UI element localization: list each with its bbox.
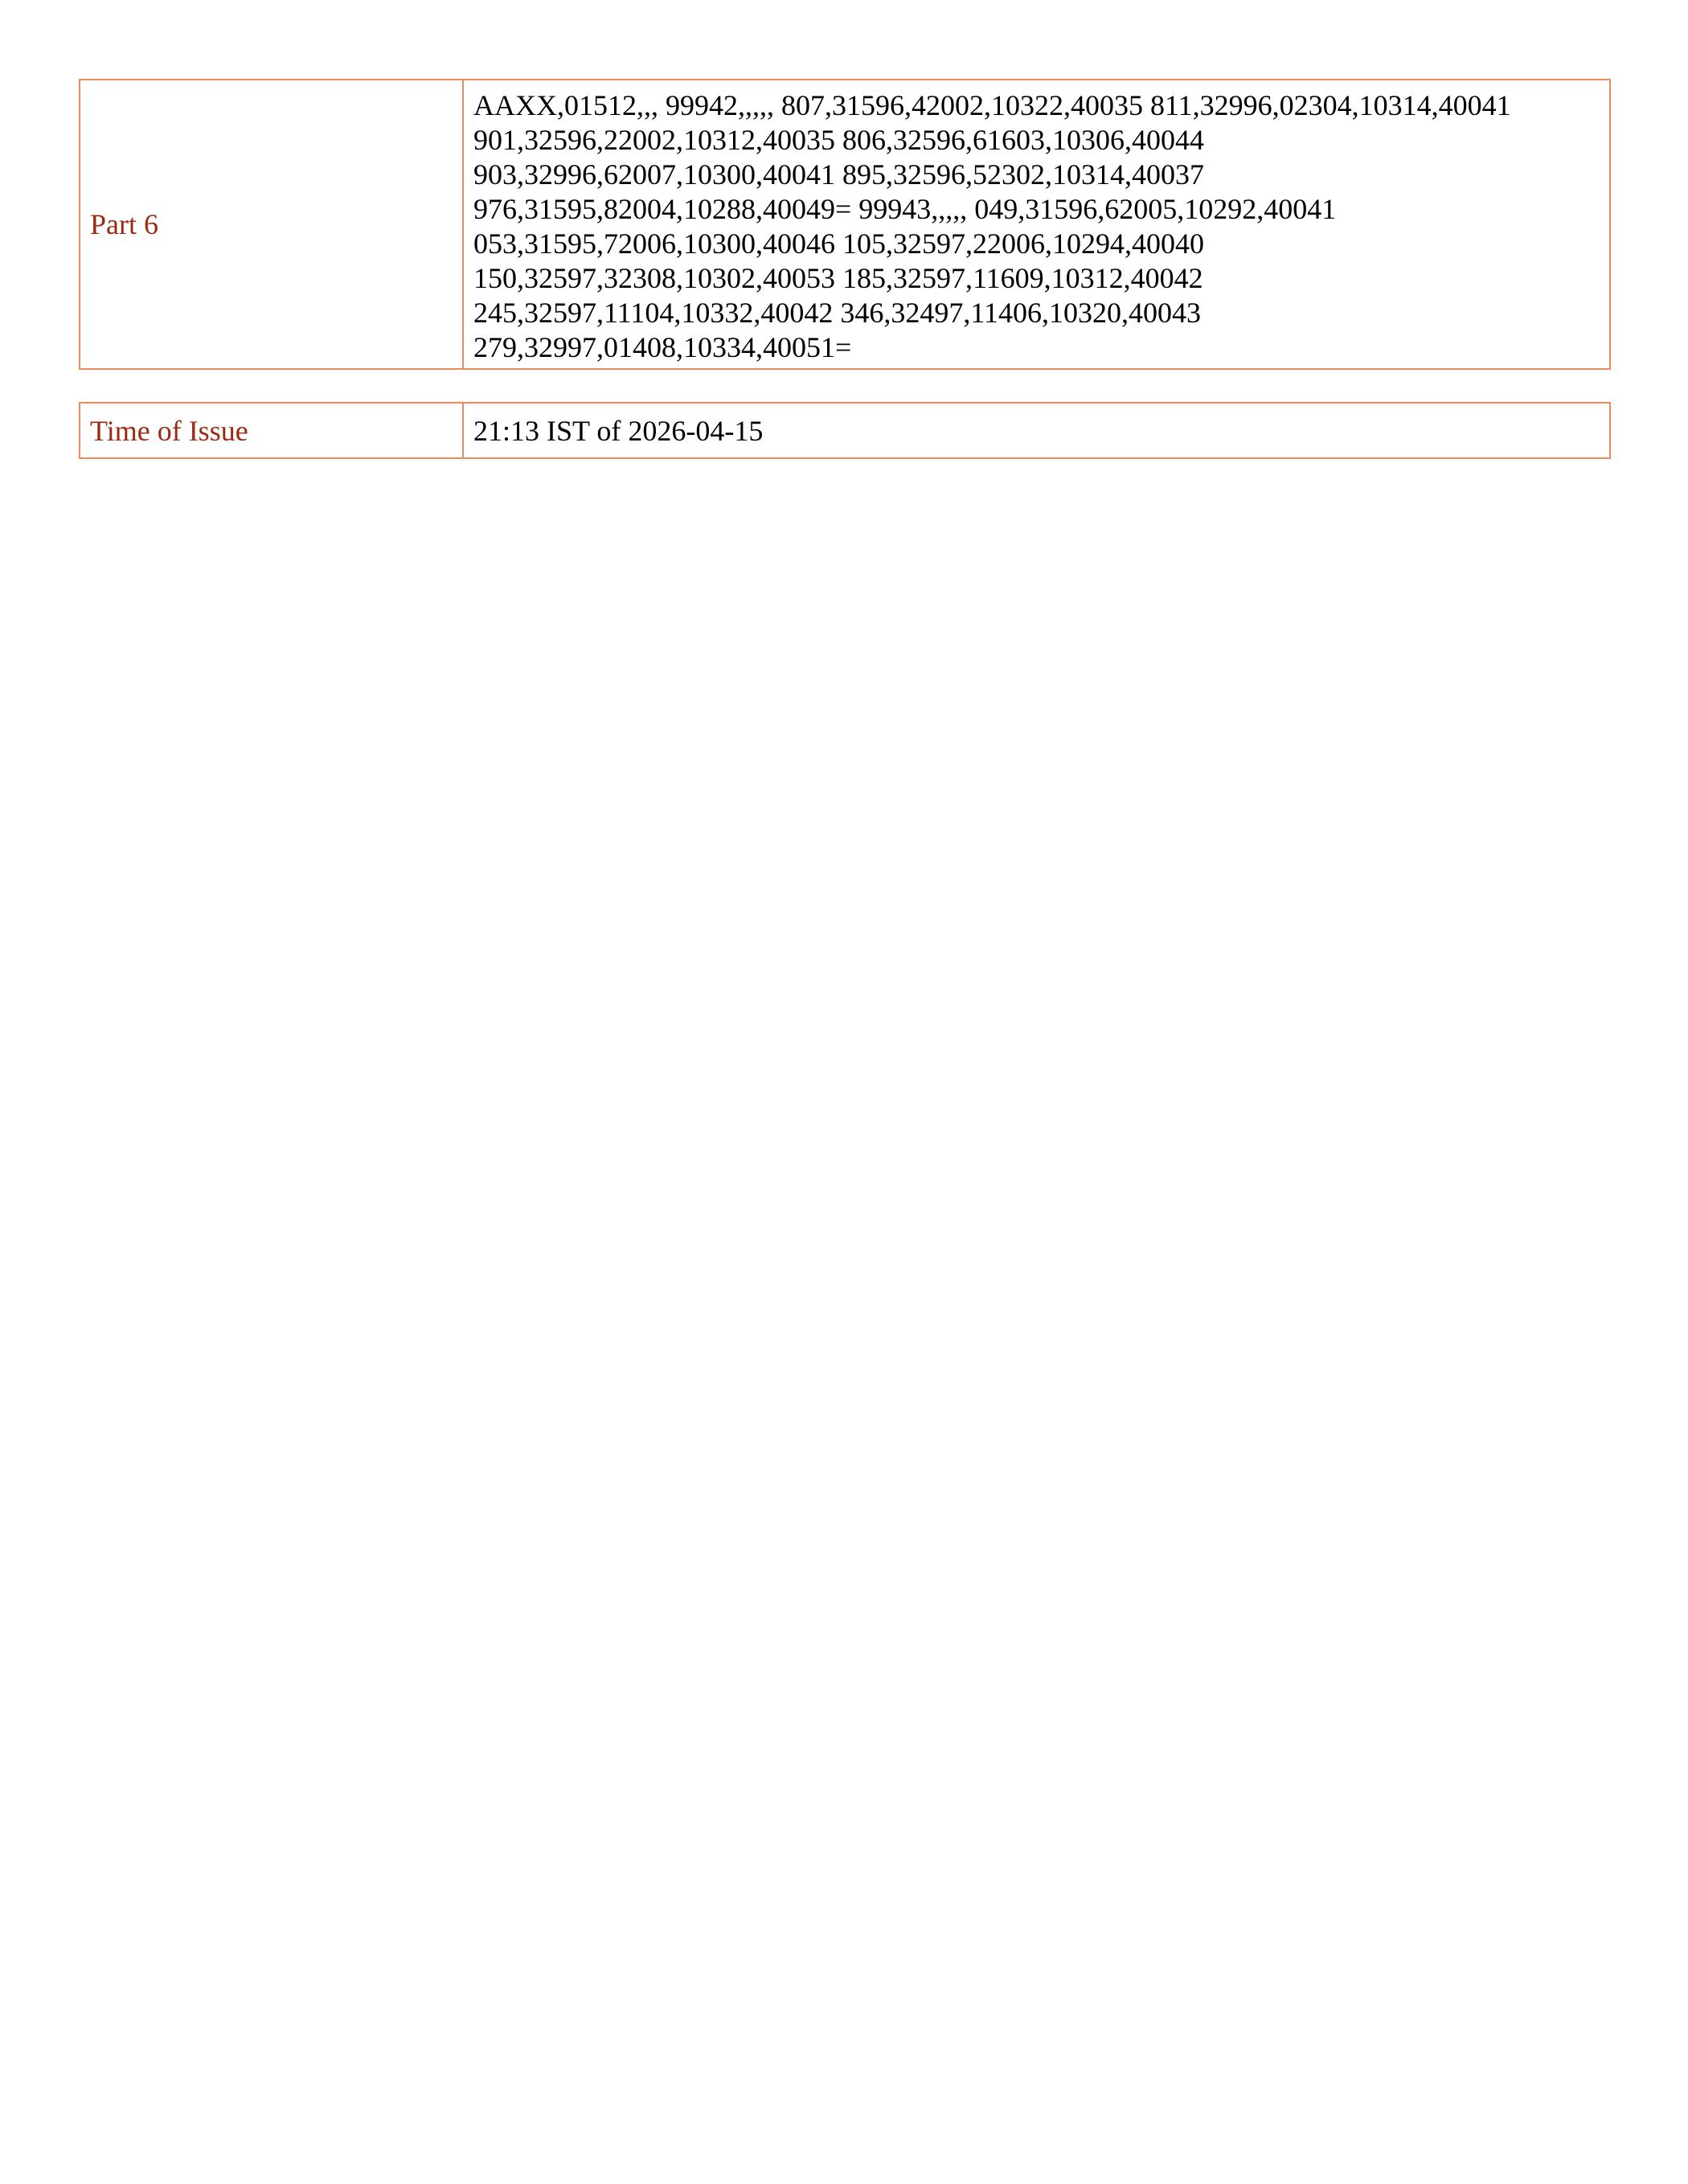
- synop-line: 245,32597,11104,10332,40042 346,32497,11406,10320,40043: [473, 297, 1201, 329]
- synop-line: 903,32996,62007,10300,40041 895,32596,52302,10314,40037: [473, 158, 1204, 191]
- synop-line: 976,31595,82004,10288,40049= 99943,,,,, 049,31596,62005,10292,40041: [473, 193, 1337, 225]
- time-of-issue-table: [79, 402, 1611, 459]
- synop-line: 150,32597,32308,10302,40053 185,32597,11609,10312,40042: [473, 262, 1203, 294]
- table-row: [80, 403, 1610, 458]
- part6-table: [79, 79, 1611, 370]
- part6-synop-code: [463, 80, 1610, 369]
- part6-label: Part 6: [80, 80, 463, 369]
- synop-line: 901,32596,22002,10312,40035 806,32596,61603,10306,40044: [473, 124, 1204, 156]
- table-row: [80, 80, 1610, 369]
- synop-line: AAXX,01512,,, 99942,,,,, 807,31596,42002,10322,40035 811,32996,02304,10314,40041: [473, 89, 1511, 121]
- synop-line: 053,31595,72006,10300,40046 105,32597,22006,10294,40040: [473, 227, 1204, 260]
- synop-line: 279,32997,01408,10334,40051=: [473, 331, 852, 363]
- time-of-issue-value: 21:13 IST of 2026-04-15: [463, 403, 1610, 458]
- time-of-issue-label: Time of Issue: [80, 403, 463, 458]
